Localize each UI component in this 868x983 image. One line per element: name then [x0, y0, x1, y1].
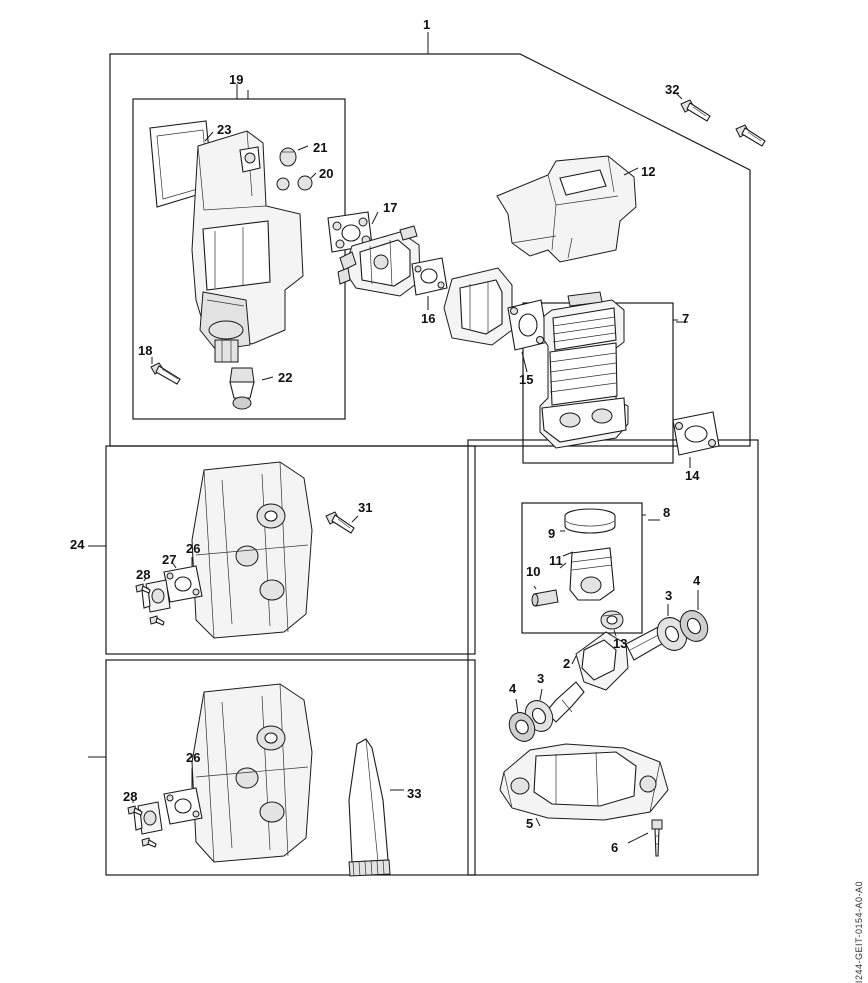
- callout-27: 27: [162, 552, 177, 567]
- part-21-cap: [280, 146, 308, 166]
- callout-14: 14: [685, 468, 700, 483]
- part-2-crankshaft: [546, 624, 672, 722]
- callout-20: 20: [319, 166, 334, 181]
- part-flange-lower: [134, 802, 162, 834]
- callout-2: 2: [563, 656, 571, 671]
- callout-31: 31: [358, 500, 373, 515]
- callout-28: 28: [136, 567, 151, 582]
- part-32-screws: [676, 93, 765, 146]
- callout-24: 24: [70, 537, 85, 552]
- callout-6: 6: [611, 840, 619, 855]
- callout-11: 11: [549, 553, 563, 568]
- callout-9: 9: [548, 526, 556, 541]
- part-11-piston: [560, 548, 614, 600]
- callout-19: 19: [229, 72, 244, 87]
- part-muffler-upper: [192, 462, 312, 638]
- part-31-screw: [326, 512, 358, 533]
- part-15-intake-flange: [444, 268, 548, 372]
- callout-17: 17: [383, 200, 398, 215]
- callout-21: 21: [313, 140, 328, 155]
- callout-1: 1: [423, 17, 431, 32]
- part-6-screw: [628, 820, 662, 856]
- callout-10: 10: [526, 564, 541, 579]
- callout-33: 33: [407, 786, 422, 801]
- callout-26-lower: 26: [186, 750, 201, 765]
- part-13-needle-bearing: [601, 611, 623, 636]
- callout-23: 23: [217, 122, 232, 137]
- callout-15: 15: [519, 372, 534, 387]
- part-5-crankcase: [500, 744, 668, 826]
- callout-32: 32: [665, 82, 680, 97]
- part-7-cylinder: [540, 292, 628, 448]
- callout-4-right: 4: [693, 573, 701, 588]
- callout-22: 22: [278, 370, 293, 385]
- part-27-flange-upper: [142, 580, 170, 612]
- part-muffler-lower: [192, 684, 312, 862]
- callout-4-left: 4: [509, 681, 517, 696]
- part-22-primer-bulb: [230, 368, 273, 409]
- callout-12: 12: [641, 164, 656, 179]
- callout-28-lower: 28: [123, 789, 138, 804]
- callout-3-left: 3: [537, 671, 545, 686]
- callout-26: 26: [186, 541, 201, 556]
- part-12-shroud: [497, 156, 638, 262]
- callout-7: 7: [682, 311, 690, 326]
- callout-8: 8: [663, 505, 671, 520]
- callout-18: 18: [138, 343, 153, 358]
- callout-5: 5: [526, 816, 534, 831]
- part-10-piston-pin: [532, 586, 558, 606]
- part-33-grease-tube: [349, 739, 404, 876]
- part-14-exhaust-gasket: [673, 412, 719, 468]
- part-9-piston-rings: [560, 509, 615, 533]
- callout-13: 13: [613, 636, 628, 651]
- callout-3-right: 3: [665, 588, 673, 603]
- part-16-gasket: [412, 258, 447, 310]
- part-20-grommets: [277, 173, 316, 190]
- drawing-number: I244-GEIT-0154-A0-A0: [854, 881, 864, 983]
- part-18-screw: [151, 357, 180, 384]
- callout-16: 16: [421, 311, 436, 326]
